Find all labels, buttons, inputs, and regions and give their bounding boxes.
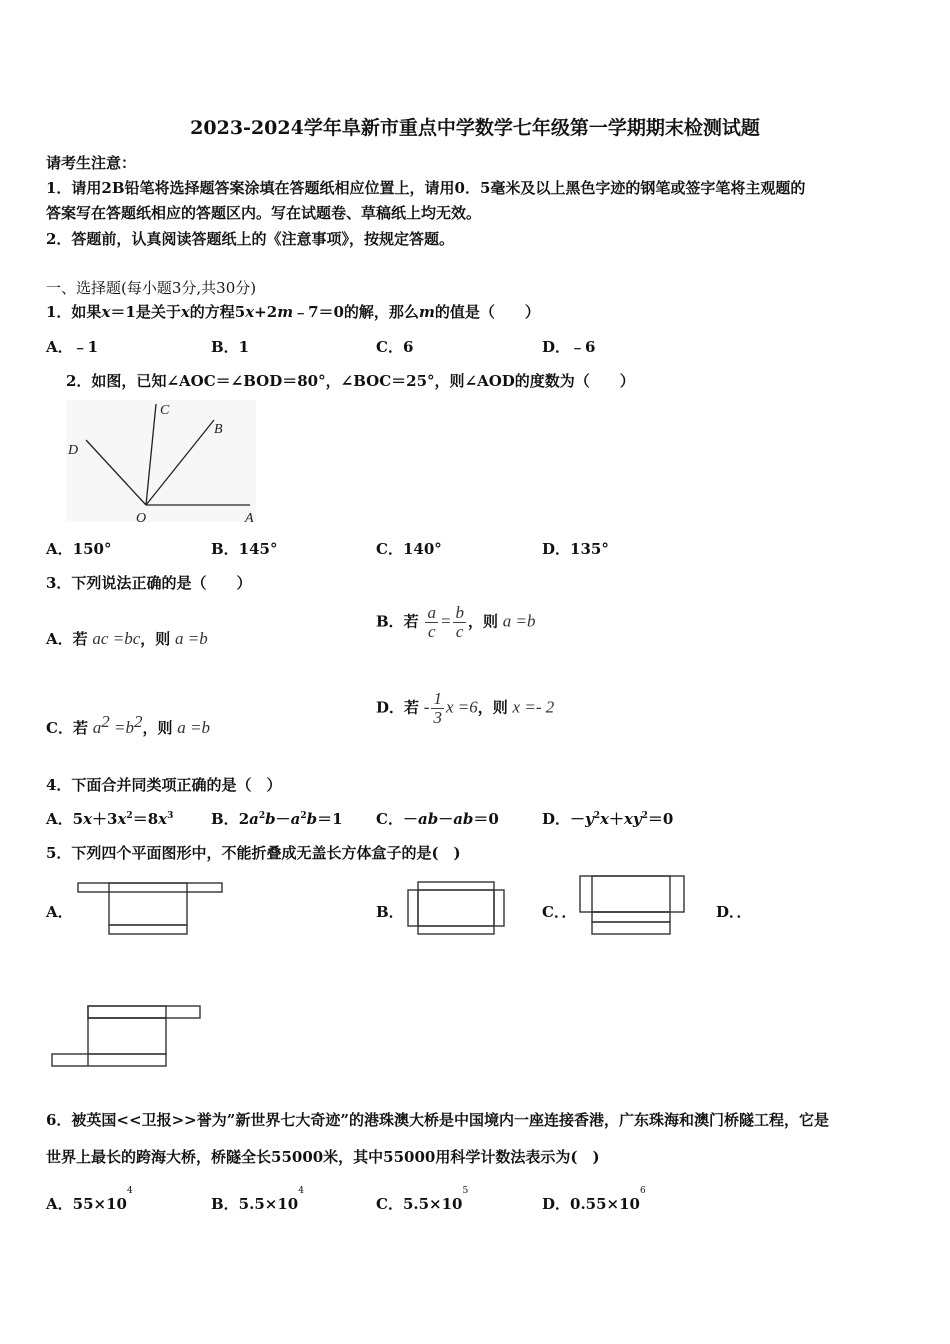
q4-a-e1: 2 <box>126 811 133 821</box>
label-a: A <box>245 511 254 526</box>
q3-d-then: ，则 <box>477 698 508 717</box>
net-figure-d <box>48 1002 204 1070</box>
q3-d-den: 3 <box>433 707 442 727</box>
q4-option-d <box>542 808 673 829</box>
page-title: 2023-2024学年阜新市重点中学数学七年级第一学期期末检测试题 <box>190 117 760 139</box>
q6-a-exp: 4 <box>126 1186 133 1196</box>
q4-d-p1: － <box>570 810 586 828</box>
q3-b-den1: c <box>427 621 436 641</box>
q4-option-c <box>376 808 499 829</box>
q3-c-a: a <box>92 718 102 737</box>
q4-b-p2: － <box>275 810 291 828</box>
net-b-base <box>418 890 494 926</box>
net-d-top-strip <box>88 1006 200 1018</box>
q4-d-e2: 2 <box>641 811 648 821</box>
q4-a-x3: x <box>158 810 168 828</box>
q5-option-d: D．． <box>716 903 752 921</box>
q3-d-sign: - <box>423 697 430 717</box>
q3-c-result: a =b <box>177 718 210 737</box>
q2-option-c: C．140° <box>376 540 442 558</box>
q4-b-e1: 2 <box>258 811 266 821</box>
question-6-line-2: 世界上最长的跨海大桥，桥隧全长55000米，其中55000用科学计数法表示为( ) <box>46 1148 600 1166</box>
q6-d-exp: 6 <box>639 1186 646 1196</box>
q3-a-label: A．若 <box>46 630 88 648</box>
question-3: 3．下列说法正确的是（ ） <box>46 574 252 592</box>
q1-option-b: B．1 <box>211 338 250 356</box>
q3-c-exp1: 2 <box>101 712 110 731</box>
q6-d-base: D．0.55×10 <box>542 1195 640 1213</box>
q4-c-label: C． <box>376 810 403 828</box>
q4-a-p1: 5 <box>72 810 84 828</box>
q4-d-y1: y <box>585 810 594 828</box>
q1-option-a: A．﹣1 <box>46 338 99 356</box>
q3-d-label: D．若 <box>376 698 420 717</box>
q3-d-rest: x =6 <box>445 697 478 717</box>
q4-c-p3: ＝0 <box>473 810 499 828</box>
net-d-top-face <box>88 1006 166 1018</box>
q3-b-result: a =b <box>502 611 536 631</box>
q1-text-3: 的方程5 <box>189 303 246 321</box>
label-c: C <box>160 403 170 418</box>
net-c-wide <box>580 876 684 912</box>
q6-option-b <box>211 1186 304 1214</box>
net-a-base <box>109 883 187 925</box>
q4-a-p3: ＝8 <box>132 810 159 828</box>
q3-c-exp2: 2 <box>133 712 143 731</box>
q6-a-base: A．55×10 <box>46 1195 127 1213</box>
q3-a-expr: ac =bc <box>92 629 141 648</box>
figure-background <box>66 400 256 522</box>
label-b: B <box>214 422 223 437</box>
q3-c-then: ，则 <box>142 719 173 737</box>
q4-b-b1: b <box>265 810 276 828</box>
q3-b-den2: c <box>455 621 464 641</box>
q4-a-e2: 3 <box>167 811 174 821</box>
q4-b-label: B． <box>211 810 239 828</box>
q4-c-p1: － <box>402 810 418 828</box>
notice-line-2: 2．答题前，认真阅读答题纸上的《注意事项》，按规定答题。 <box>46 230 454 248</box>
q4-b-e2: 2 <box>300 811 307 821</box>
q4-d-label: D． <box>542 810 571 828</box>
question-5: 5．下列四个平面图形中，不能折叠成无盖长方体盒子的是( ) <box>46 844 461 862</box>
q1-text-5: ﹣7＝0的解，那么 <box>293 303 419 321</box>
net-c-strip-2 <box>592 922 670 934</box>
q4-d-e1: 2 <box>593 811 601 821</box>
q3-b-fraction-2 <box>453 604 466 641</box>
q4-d-p2: ＋ <box>608 810 624 828</box>
q6-b-base: B．5.5×10 <box>211 1195 299 1213</box>
q5-option-b: B． <box>376 903 404 921</box>
q3-b-num2: b <box>455 603 464 622</box>
q3-b-then: ，则 <box>467 612 498 631</box>
q4-a-x2: x <box>117 810 127 828</box>
angle-figure <box>64 398 259 528</box>
question-1 <box>46 301 540 322</box>
q4-d-x1: x <box>600 810 609 828</box>
q5-option-c: C．． <box>542 903 577 921</box>
q6-option-a <box>46 1186 133 1214</box>
q4-c-p2: － <box>438 810 454 828</box>
q3-b-label: B．若 <box>376 612 419 631</box>
q3-option-b <box>376 604 535 641</box>
q4-a-label: A． <box>46 810 73 828</box>
net-c-strip-1 <box>592 912 670 922</box>
q4-b-a2: a <box>290 810 301 828</box>
q1-var-x3: x <box>245 303 255 321</box>
q1-option-c: C．6 <box>376 338 414 356</box>
q3-option-d <box>376 690 554 727</box>
q3-d-fraction <box>431 690 444 727</box>
q3-option-a <box>46 628 208 649</box>
label-d: D <box>68 443 79 458</box>
q3-b-eq: = <box>439 611 452 631</box>
q4-b-b2: b <box>306 810 318 828</box>
q6-b-exp: 4 <box>298 1186 304 1196</box>
q4-b-a1: a <box>249 810 259 828</box>
q3-d-num: 1 <box>433 689 442 708</box>
notice-line-1: 1．请用2B铅笔将选择题答案涂填在答题纸相应位置上，请用0．5毫米及以上黑色字迹的钢笔或签字笔将主观题的 <box>46 179 806 197</box>
q3-option-c <box>46 712 210 738</box>
net-a-bottom-strip <box>109 925 187 934</box>
net-a-top-strip <box>78 883 222 892</box>
q4-b-p1: 2 <box>238 810 250 828</box>
net-d-base <box>88 1018 166 1054</box>
q4-option-a <box>46 808 173 829</box>
q4-c-v2: ab <box>453 810 474 828</box>
q1-text-1: 1．如果 <box>46 303 102 321</box>
q2-option-a: A．150° <box>46 540 112 558</box>
q1-var-x2: x <box>180 303 190 321</box>
q4-d-p3: ＝0 <box>647 810 674 828</box>
q6-c-base: C．5.5×10 <box>376 1195 463 1213</box>
q4-a-x1: x <box>83 810 93 828</box>
q2-option-d: D．135° <box>542 540 609 558</box>
q3-d-result: x =- 2 <box>512 697 555 717</box>
q6-option-d <box>542 1186 646 1214</box>
q3-a-result: a =b <box>175 629 208 648</box>
notice-heading: 请考生注意： <box>46 154 137 172</box>
q2-option-b: B．145° <box>211 540 278 558</box>
q6-c-exp: 5 <box>462 1186 469 1196</box>
q1-text-6: 的值是（ ） <box>434 303 540 321</box>
net-c-base <box>592 876 670 912</box>
q1-var-x1: x <box>101 303 111 321</box>
q3-c-label: C．若 <box>46 719 88 737</box>
notice-line-1b: 答案写在答题纸相应的答题区内。写在试题卷、草稿纸上均无效。 <box>46 204 482 222</box>
net-figure-a <box>76 880 226 938</box>
q4-b-p3: ＝1 <box>317 810 343 828</box>
q3-a-then: ，则 <box>140 630 171 648</box>
net-b-wide <box>408 890 504 926</box>
q4-a-p2: ＋3 <box>92 810 118 828</box>
q1-var-m1: m <box>277 303 294 321</box>
q1-text-2: ＝1是关于 <box>110 303 181 321</box>
q1-option-d: D．﹣6 <box>542 338 596 356</box>
q5-option-a: A． <box>46 903 73 921</box>
question-4: 4．下面合并同类项正确的是（ ） <box>46 776 282 794</box>
q1-text-4: +2 <box>254 303 278 321</box>
net-figure-b <box>404 878 508 938</box>
q3-b-num1: a <box>427 603 436 622</box>
question-6-line-1: 6．被英国<<卫报>>誉为”新世界七大奇迹”的港珠澳大桥是中国境内一座连接香港，广东珠海和澳门桥隧工程，它是 <box>46 1111 829 1129</box>
net-figure-c <box>576 872 688 938</box>
q1-var-m2: m <box>418 303 435 321</box>
q4-option-b <box>211 808 343 829</box>
q4-d-v2: xy <box>623 810 642 828</box>
q6-option-c <box>376 1186 469 1214</box>
section-heading: 一、选择题(每小题3分,共30分) <box>46 279 257 297</box>
q3-c-eq: =b <box>109 718 134 737</box>
label-o: O <box>136 511 147 526</box>
q4-c-v1: ab <box>417 810 439 828</box>
question-2: 2．如图，已知∠AOC＝∠BOD＝80°，∠BOC＝25°，则∠AOD的度数为（ ） <box>66 372 635 390</box>
net-d-bottom-strip <box>52 1054 166 1066</box>
q3-b-fraction-1 <box>425 604 438 641</box>
